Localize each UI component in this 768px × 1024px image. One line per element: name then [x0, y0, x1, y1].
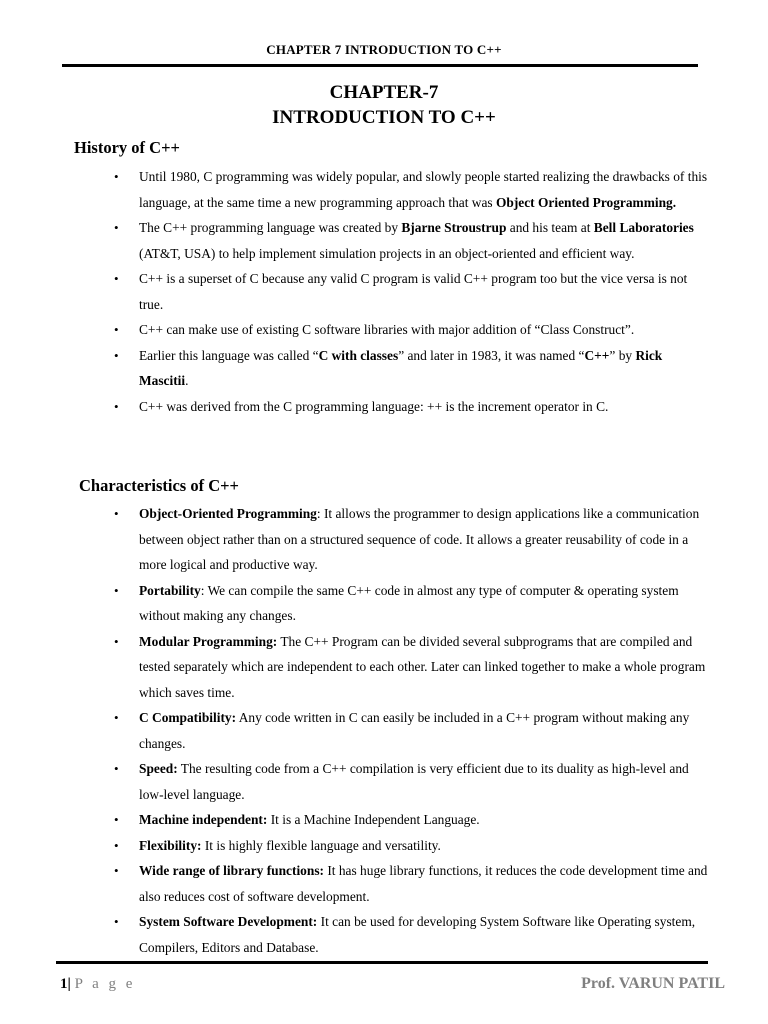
characteristics-heading: Characteristics of C++ — [79, 476, 239, 495]
list-item — [114, 394, 714, 420]
bullet-dot: • — [114, 914, 119, 929]
text-run: : We can compile the same C++ code in almost any type of computer & operating system without making any changes. — [139, 582, 679, 623]
bullet-dot: • — [114, 582, 119, 598]
bullet-dot: • — [114, 398, 119, 414]
bold-text: Object Oriented Programming. — [495, 194, 677, 210]
text-run: Any code written in C can easily be included in a C++ program without making any changes. — [139, 710, 690, 751]
text-run: ” by — [609, 347, 636, 363]
bold-text: Flexibility: — [139, 837, 202, 853]
bullet-dot: • — [114, 761, 119, 776]
bold-text: C with classes — [318, 347, 399, 363]
bullet-dot: • — [114, 220, 119, 235]
list-item — [114, 343, 714, 394]
bullet-dot: • — [114, 169, 119, 184]
text-run: . — [185, 373, 189, 388]
bullet-dot: • — [114, 812, 119, 827]
text-run: Earlier this language was called “ — [139, 347, 319, 363]
page-number: 1 — [60, 976, 68, 992]
text-run: C++ can make use of existing C software libraries with major addition of “Class Construct”. — [139, 322, 635, 337]
text-run: C++ is a superset of C because any valid C program is valid C++ program too but the vice versa is not true. — [139, 271, 688, 312]
bold-text: C Compatibility: — [139, 710, 237, 725]
text-run: The C++ Program can be divided several subprograms that are compiled and tested separately which are independent to each other. Later can linked together to make a whole program which saves time. — [139, 633, 706, 700]
page-separator: | — [67, 976, 71, 992]
bold-text: Bjarne Stroustrup — [401, 220, 507, 235]
list-item — [114, 807, 714, 833]
text-run: Until 1980, C programming was widely popular, and slowly people started realizing the drawbacks of this language, at the same time a new programming approach that was — [139, 169, 708, 210]
list-item — [114, 705, 714, 756]
header-rule — [62, 64, 698, 67]
footer-rule — [56, 961, 708, 964]
bold-text: Speed: — [139, 761, 178, 776]
bullet-dot: • — [114, 347, 119, 363]
bullet-dot: • — [114, 271, 119, 286]
text-run: (AT&T, USA) to help implement simulation projects in an object-oriented and efficient way. — [139, 245, 635, 261]
list-item — [114, 164, 714, 215]
running-header: CHAPTER 7 INTRODUCTION TO C++ — [266, 42, 502, 57]
title-block — [0, 80, 768, 130]
text-run: : It allows the programmer to design applications like a communication between object rather than on a structured sequence of code. It allows a greater reusability of code in a more logical and productive way. — [139, 506, 700, 572]
bold-text: Rick Mascitii — [139, 347, 663, 388]
text-run: It can be used for developing System Software like Operating system, Compilers, Editors and Database. — [139, 914, 696, 955]
bold-text: Modular Programming: — [139, 633, 278, 649]
list-item — [114, 756, 714, 807]
list-item — [114, 215, 714, 266]
text-run: The C++ programming language was created by — [139, 220, 402, 235]
footer-page-label — [60, 976, 135, 993]
bullet-dot: • — [114, 863, 119, 878]
bold-text: Portability — [139, 582, 201, 598]
bullet-dot: • — [114, 710, 119, 725]
bold-text: Bell Laboratories — [593, 220, 694, 235]
bullet-dot: • — [114, 322, 119, 337]
list-item — [114, 858, 714, 909]
list-item — [114, 629, 714, 706]
bullet-dot: • — [114, 633, 119, 649]
bold-text: System Software Development: — [139, 914, 318, 929]
list-item — [114, 578, 714, 629]
bold-text: C++ — [584, 347, 610, 363]
bold-text: Wide range of library functions: — [139, 863, 324, 878]
bold-text: Machine independent: — [139, 812, 268, 827]
history-heading: History of C++ — [74, 138, 180, 157]
footer-author: Prof. VARUN PATIL — [581, 975, 725, 992]
text-run: It is a Machine Independent Language. — [267, 812, 480, 827]
bold-text: Object-Oriented Programming — [139, 506, 317, 521]
list-item — [114, 266, 714, 317]
list-item — [114, 317, 714, 343]
text-run: ” and later in 1983, it was named “ — [398, 347, 585, 363]
page-word: P a g e — [74, 976, 136, 992]
text-run: and his team at — [506, 220, 594, 235]
text-run: The resulting code from a C++ compilation is very efficient due to its duality as high-level and low-level language. — [139, 761, 689, 802]
text-run: It has huge library functions, it reduces the code development time and also reduces cost of software development. — [139, 863, 708, 904]
bullet-dot: • — [114, 506, 119, 521]
bullet-dot: • — [114, 837, 119, 853]
list-item — [114, 833, 714, 859]
text-run: It is highly flexible language and versatility. — [201, 837, 441, 853]
text-run: C++ was derived from the C programming language: ++ is the increment operator in C. — [139, 398, 609, 414]
list-item — [114, 909, 714, 960]
chapter-title: INTRODUCTION TO C++ — [272, 107, 496, 128]
list-item — [114, 501, 714, 578]
chapter-number: CHAPTER-7 — [329, 82, 439, 103]
